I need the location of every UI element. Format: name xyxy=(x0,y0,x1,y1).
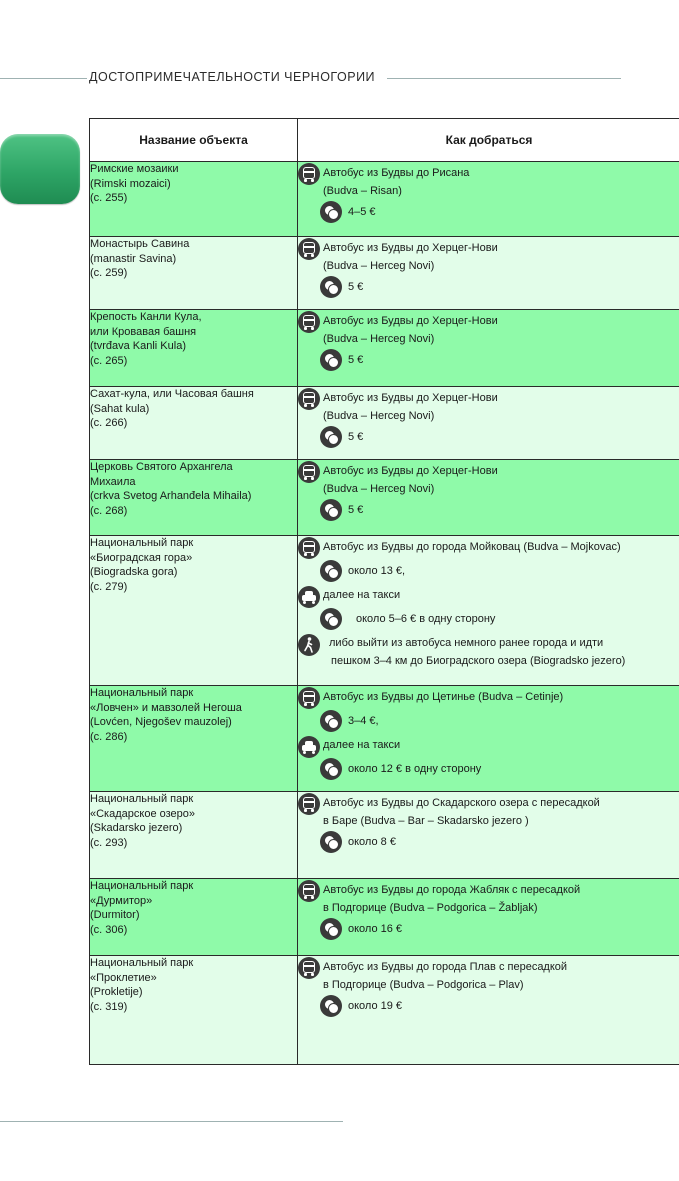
route-step xyxy=(298,654,679,669)
route-step xyxy=(298,978,679,993)
route-cell xyxy=(298,536,679,686)
taxi-icon xyxy=(298,586,320,608)
attraction-name-line: Национальный парк xyxy=(90,957,194,969)
attraction-name-line: (с. 268) xyxy=(90,504,128,517)
attraction-name-line: Сахат-кула, или Часовая башня xyxy=(90,388,254,400)
coin-icon xyxy=(320,499,342,521)
route-step xyxy=(298,199,679,225)
attraction-name-cell xyxy=(90,387,298,460)
attraction-name-line: «Проклетие» xyxy=(90,971,157,984)
header-rule-left xyxy=(0,78,87,79)
route-step xyxy=(298,536,679,558)
attraction-name-cell xyxy=(90,460,298,536)
table-row xyxy=(90,686,679,792)
attraction-name-line: (Sahat kula) xyxy=(90,402,150,415)
attraction-name-line: Монастырь Савина xyxy=(90,238,190,250)
coin-icon xyxy=(320,201,342,223)
route-step xyxy=(298,184,679,199)
route-cell xyxy=(298,310,679,387)
attraction-name-line: Михаила xyxy=(90,475,136,488)
route-step xyxy=(298,916,679,942)
attraction-name-line: (с. 286) xyxy=(90,730,128,743)
route-step xyxy=(298,558,679,584)
route-step-text: 5 € xyxy=(348,353,364,366)
page-title: ДОСТОПРИМЕЧАТЕЛЬНОСТИ ЧЕРНОГОРИИ xyxy=(89,70,376,84)
route-step-text: Автобус из Будвы до Скадарского озера с пересадкой xyxy=(323,797,600,809)
attraction-name-line: (с. 265) xyxy=(90,354,128,367)
route-step-text: в Подгорице (Budva – Podgorica – Plav) xyxy=(323,979,524,991)
route-cell xyxy=(298,162,679,237)
route-step-text: (Budva – Herceg Novi) xyxy=(323,483,435,495)
attraction-name-line: (с. 266) xyxy=(90,417,128,429)
route-step xyxy=(298,162,679,184)
table-row xyxy=(90,387,679,460)
chapter-tab xyxy=(0,134,80,204)
route-step xyxy=(298,237,679,259)
route-step xyxy=(298,259,679,274)
route-step-text: либо выйти из автобуса немного ранее города и идти xyxy=(329,637,604,649)
attraction-name-line: Римские мозаики xyxy=(90,163,179,175)
table-row xyxy=(90,536,679,686)
attraction-name-line: Национальный парк xyxy=(90,793,194,805)
route-step-text: около 13 €, xyxy=(348,565,406,577)
attraction-name-line: (Skadarsko jezero) xyxy=(90,822,183,834)
table-row xyxy=(90,162,679,237)
bus-icon xyxy=(298,388,320,410)
route-step-text: около 16 € xyxy=(348,922,403,935)
coin-icon xyxy=(320,349,342,371)
route-cell xyxy=(298,686,679,792)
attraction-name-line: Национальный парк xyxy=(90,687,194,699)
route-step xyxy=(298,409,679,424)
attraction-name-line: (с. 255) xyxy=(90,192,128,204)
route-step-text: (Budva – Herceg Novi) xyxy=(323,410,435,422)
attraction-name-line: (с. 319) xyxy=(90,1000,128,1013)
header-rule-right xyxy=(387,78,621,79)
route-step-text: Автобус из Будвы до Херцег-Нови xyxy=(323,242,498,254)
route-cell xyxy=(298,879,679,956)
route-cell xyxy=(298,237,679,310)
route-step xyxy=(298,956,679,978)
attraction-name-line: Национальный парк xyxy=(90,880,194,892)
coin-icon xyxy=(320,276,342,298)
attraction-name-line: Церковь Святого Архангела xyxy=(90,461,233,473)
route-step xyxy=(298,606,679,632)
route-step xyxy=(298,332,679,347)
route-step-text: Автобус из Будвы до Цетинье (Budva – Cetinje) xyxy=(323,691,564,703)
route-step xyxy=(298,482,679,497)
route-cell xyxy=(298,387,679,460)
route-step xyxy=(298,708,679,734)
attraction-name-line: (Prokletije) xyxy=(90,986,143,998)
route-step-text: 4–5 € xyxy=(348,205,376,218)
bus-icon xyxy=(298,793,320,815)
attraction-name-line: (Biogradska gora) xyxy=(90,566,178,578)
route-step xyxy=(298,310,679,332)
attraction-name-cell xyxy=(90,956,298,1065)
route-cell xyxy=(298,792,679,879)
attraction-name-line: (с. 293) xyxy=(90,836,128,849)
route-step xyxy=(298,879,679,901)
route-step-text: Автобус из Будвы до Херцег-Нови xyxy=(323,315,498,327)
route-step xyxy=(298,387,679,409)
attraction-name-line: (Durmitor) xyxy=(90,909,140,921)
attraction-name-line: «Дурмитор» xyxy=(90,894,153,907)
attraction-name-line: (Lovćen, Njegošev mauzolej) xyxy=(90,716,232,728)
route-step-text: далее на такси xyxy=(323,589,401,601)
footer-rule xyxy=(0,1121,343,1122)
route-step xyxy=(298,734,679,756)
route-step-text: 3–4 €, xyxy=(348,715,379,727)
route-step xyxy=(298,993,679,1019)
column-header-route: Как добраться xyxy=(298,119,679,162)
route-step xyxy=(298,274,679,300)
coin-icon xyxy=(320,831,342,853)
route-step-text: Автобус из Будвы до города Жабляк с пересадкой xyxy=(323,884,581,896)
route-step-text: около 12 € в одну сторону xyxy=(348,763,482,775)
bus-icon xyxy=(298,163,320,185)
route-cell xyxy=(298,460,679,536)
page-header xyxy=(0,66,679,90)
route-step xyxy=(298,497,679,523)
route-step xyxy=(298,814,679,829)
attraction-name-cell xyxy=(90,686,298,792)
table-row xyxy=(90,879,679,956)
route-step-text: Автобус из Будвы до города Плав с пересадкой xyxy=(323,961,568,973)
coin-icon xyxy=(320,758,342,780)
walk-icon xyxy=(298,634,320,656)
table-row xyxy=(90,956,679,1065)
route-step-text: (Budva – Risan) xyxy=(323,185,402,197)
attraction-name-cell xyxy=(90,162,298,237)
route-step xyxy=(298,347,679,373)
route-step xyxy=(298,632,679,654)
route-step-text: около 5–6 € в одну сторону xyxy=(356,613,496,625)
route-step-text: в Подгорице (Budva – Podgorica – Žabljak) xyxy=(323,902,538,914)
attraction-name-cell xyxy=(90,310,298,387)
attraction-name-line: (с. 279) xyxy=(90,580,128,593)
coin-icon xyxy=(320,560,342,582)
bus-icon xyxy=(298,880,320,902)
coin-icon xyxy=(320,710,342,732)
attractions-table xyxy=(89,118,679,1065)
bus-icon xyxy=(298,537,320,559)
route-step-text: пешком 3–4 км до Биоградского озера (Biogradsko jezero) xyxy=(331,655,626,667)
route-step-text: Автобус из Будвы до Рисана xyxy=(323,167,470,179)
route-step xyxy=(298,424,679,450)
bus-icon xyxy=(298,238,320,260)
bus-icon xyxy=(298,957,320,979)
route-step-text: Автобус из Будвы до Херцег-Нови xyxy=(323,392,498,404)
route-step xyxy=(298,792,679,814)
route-step-text: Автобус из Будвы до Херцег-Нови xyxy=(323,465,498,477)
attraction-name-line: «Скадарское озеро» xyxy=(90,807,195,820)
attraction-name-line: «Биоградская гора» xyxy=(90,551,193,564)
route-step xyxy=(298,829,679,855)
coin-icon xyxy=(320,608,342,630)
route-cell xyxy=(298,956,679,1065)
attraction-name-line: (с. 306) xyxy=(90,923,128,936)
attraction-name-line: Национальный парк xyxy=(90,537,194,549)
column-header-name: Название объекта xyxy=(90,119,298,162)
attraction-name-line: Крепость Канли Кула, xyxy=(90,311,202,323)
route-step-text: (Budva – Herceg Novi) xyxy=(323,260,435,272)
coin-icon xyxy=(320,426,342,448)
route-step xyxy=(298,686,679,708)
route-step-text: около 19 € xyxy=(348,999,403,1012)
attraction-name-line: (crkva Svetog Arhanđela Mihaila) xyxy=(90,490,252,502)
route-step xyxy=(298,901,679,916)
route-step xyxy=(298,460,679,482)
route-step-text: в Баре (Budva – Bar – Skadarsko jezero ) xyxy=(323,815,529,827)
attraction-name-line: или Кровавая башня xyxy=(90,325,197,338)
table-row xyxy=(90,792,679,879)
attraction-name-cell xyxy=(90,792,298,879)
attraction-name-line: (с. 259) xyxy=(90,267,128,279)
table-row xyxy=(90,237,679,310)
coin-icon xyxy=(320,995,342,1017)
attraction-name-line: (manastir Savina) xyxy=(90,252,177,265)
route-step xyxy=(298,584,679,606)
route-step-text: 5 € xyxy=(348,430,364,443)
bus-icon xyxy=(298,687,320,709)
taxi-icon xyxy=(298,736,320,758)
route-step-text: Автобус из Будвы до города Мойковац (Budva – Mojkovac) xyxy=(323,541,621,553)
attraction-name-cell xyxy=(90,237,298,310)
route-step-text: 5 € xyxy=(348,503,364,516)
coin-icon xyxy=(320,918,342,940)
route-step-text: около 8 € xyxy=(348,835,396,848)
attraction-name-line: (Rimski mozaici) xyxy=(90,177,171,190)
table-row xyxy=(90,310,679,387)
attraction-name-cell xyxy=(90,879,298,956)
attraction-name-cell xyxy=(90,536,298,686)
attraction-name-line: (tvrđava Kanli Kula) xyxy=(90,340,186,352)
route-step-text: 5 € xyxy=(348,280,364,293)
route-step-text: далее на такси xyxy=(323,739,401,751)
route-step xyxy=(298,756,679,782)
bus-icon xyxy=(298,461,320,483)
attraction-name-line: «Ловчен» и мавзолей Негоша xyxy=(90,701,242,714)
route-step-text: (Budva – Herceg Novi) xyxy=(323,333,435,345)
table-row xyxy=(90,460,679,536)
bus-icon xyxy=(298,311,320,333)
